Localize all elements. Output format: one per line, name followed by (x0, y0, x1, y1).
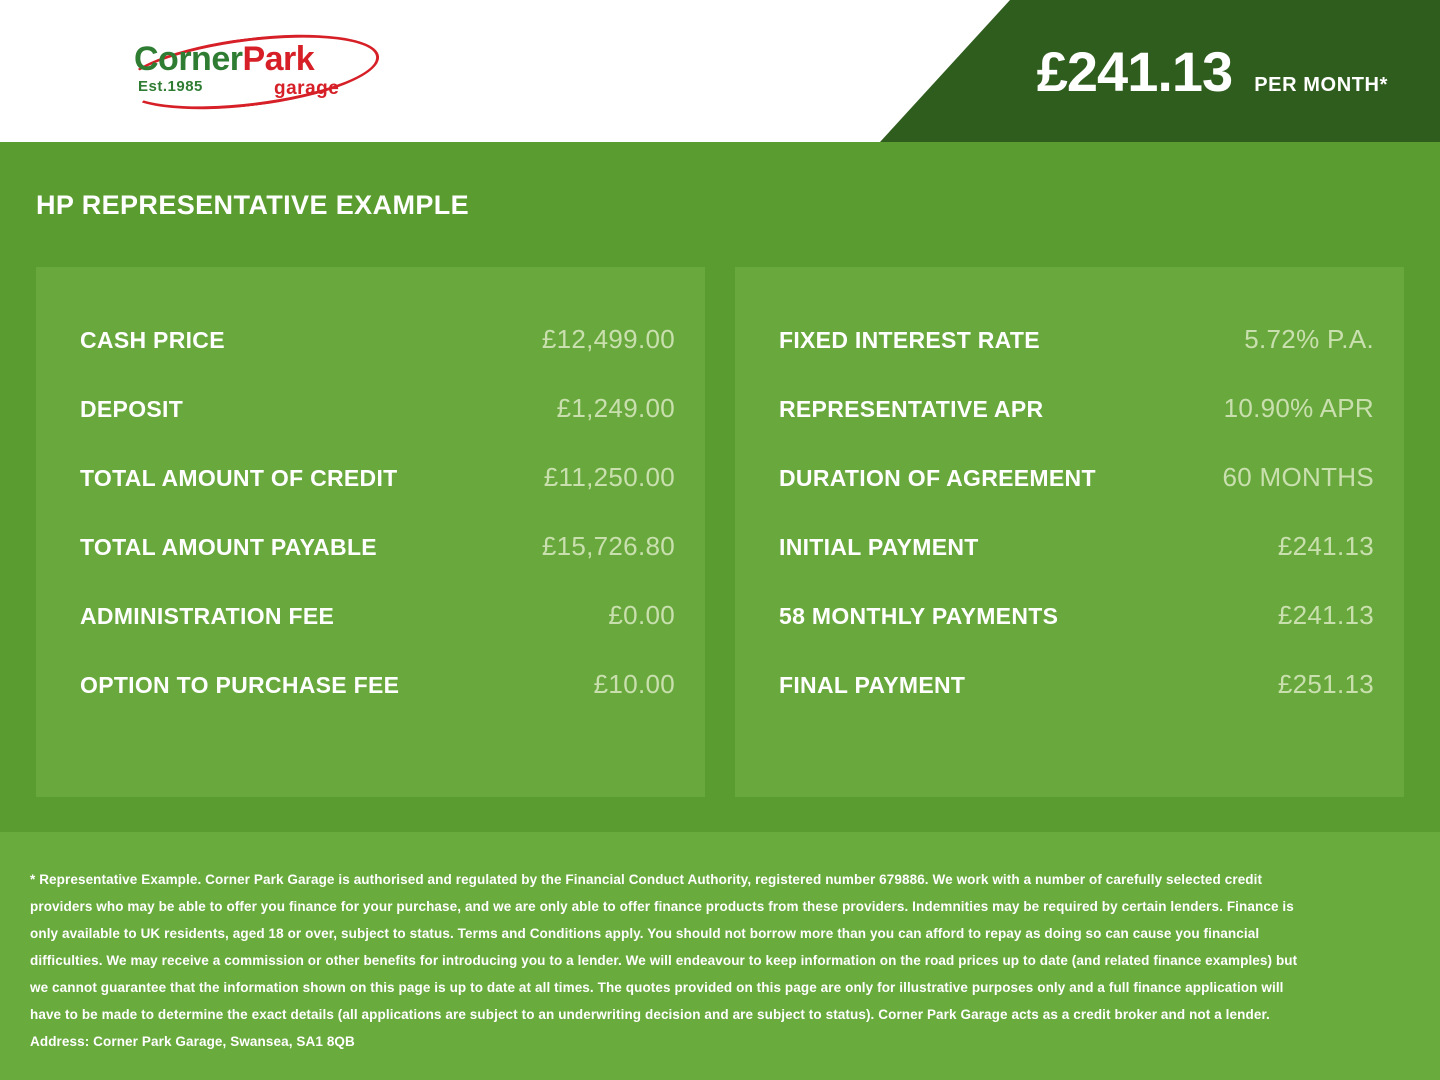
page-header (0, 0, 1440, 142)
row-value: £15,726.80 (541, 531, 675, 561)
row-label: DURATION OF AGREEMENT (779, 465, 1096, 491)
row-label: CASH PRICE (80, 327, 225, 353)
row-value: £241.13 (1277, 531, 1374, 561)
row-value: £10.00 (593, 669, 675, 699)
logo-corner-text: Corner (134, 40, 243, 78)
row-value: £0.00 (608, 600, 675, 630)
row-value: 10.90% APR (1223, 393, 1374, 423)
monthly-price-block (1036, 40, 1388, 103)
row-label: TOTAL AMOUNT OF CREDIT (80, 465, 398, 491)
row-label: REPRESENTATIVE APR (779, 396, 1044, 422)
logo-park-text: Park (242, 40, 315, 78)
logo-established-text: Est.1985 (138, 78, 203, 95)
page-footer (0, 832, 1440, 1080)
table-row (80, 305, 675, 374)
logo-garage-text: garage (274, 78, 340, 99)
row-value: 60 MONTHS (1222, 462, 1374, 492)
row-label: 58 MONTHLY PAYMENTS (779, 603, 1059, 629)
table-row (80, 374, 675, 443)
row-label: FINAL PAYMENT (779, 672, 966, 698)
table-row (779, 443, 1374, 512)
row-value: £12,499.00 (541, 324, 675, 354)
disclaimer-text: * Representative Example. Corner Park Garage is authorised and regulated by the Financial Conduct Authority, registered number 679886. We work with a number of carefully selected credit providers who may be able to offer you finance for your purchase, and we are only able to offer finance products from these providers. Indemnities may be required by certain lenders. Finance is only available to UK residents, aged 18 or over, subject to status. Terms and Conditions apply. You should not borrow more than you can afford to repay as doing so can cause you financial difficulties. We may receive a commission or other benefits for introducing you to a lender. We will endeavour to keep information on the road prices up to date (and related finance examples) but we cannot guarantee that the information shown on this page is up to date at all times. The quotes provided on this page are only for illustrative purposes only and a full finance application will have to be made to determine the exact details (all applications are subject to an underwriting decision and are subject to status). Corner Park Garage acts as a credit broker and not a lender. Address: Corner Park Garage, Swansea, SA1 8QB (30, 872, 1298, 1049)
row-label: INITIAL PAYMENT (779, 534, 979, 560)
row-label: ADMINISTRATION FEE (80, 603, 335, 629)
row-label: TOTAL AMOUNT PAYABLE (80, 534, 377, 560)
row-value: £11,250.00 (543, 462, 675, 492)
finance-panels (36, 267, 1404, 797)
page-title: HP REPRESENTATIVE EXAMPLE (36, 190, 470, 220)
row-label: DEPOSIT (80, 396, 184, 422)
company-logo (122, 28, 382, 114)
table-row (779, 581, 1374, 650)
row-label: FIXED INTEREST RATE (779, 327, 1040, 353)
finance-panel-left (36, 267, 705, 797)
row-label: OPTION TO PURCHASE FEE (80, 672, 400, 698)
table-row (80, 443, 675, 512)
main-content (0, 142, 1440, 832)
row-value: 5.72% P.A. (1244, 324, 1374, 354)
table-row (80, 512, 675, 581)
row-value: £1,249.00 (556, 393, 675, 423)
table-row (779, 305, 1374, 374)
table-row (779, 374, 1374, 443)
finance-panel-right (735, 267, 1404, 797)
table-row (80, 650, 675, 719)
table-row (779, 512, 1374, 581)
table-row (80, 581, 675, 650)
row-value: £251.13 (1277, 669, 1374, 699)
monthly-price-amount: £241.13 (1036, 40, 1233, 103)
monthly-price-period: PER MONTH* (1254, 74, 1388, 96)
logo-wordmark (134, 42, 314, 76)
row-value: £241.13 (1277, 600, 1374, 630)
table-row (779, 650, 1374, 719)
